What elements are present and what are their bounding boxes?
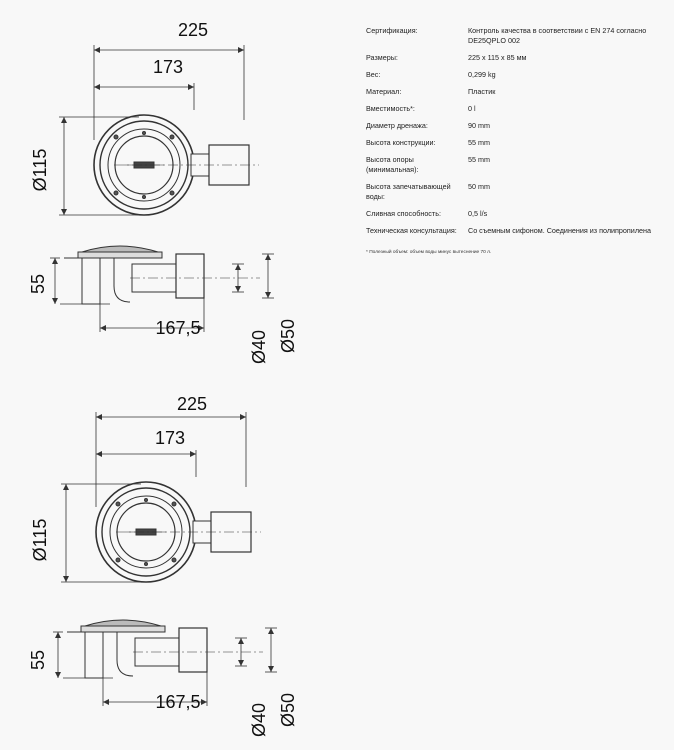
spec-label: Вместимость*: <box>366 104 415 113</box>
spec-value: Пластик <box>468 87 496 96</box>
dim-d115-label: Ø115 <box>30 518 50 562</box>
dim-55-label: 55 <box>28 649 48 671</box>
spec-label: Сертификация: <box>366 26 418 35</box>
spec-value: 55 mm <box>468 138 490 147</box>
spec-row <box>366 182 666 202</box>
spec-value: Со съемным сифоном. Соединения из полипропилена <box>468 226 651 235</box>
spec-label: Высота конструкции: <box>366 138 436 147</box>
spec-label: Размеры: <box>366 53 398 62</box>
spec-label: Сливная способность: <box>366 209 441 218</box>
spec-row <box>366 87 666 97</box>
spec-row <box>366 209 666 219</box>
dim-d115-label: Ø115 <box>30 148 50 192</box>
spec-table <box>366 26 666 258</box>
dim-225-label: 225 <box>177 20 209 40</box>
spec-row <box>366 121 666 131</box>
dim-167-label: 167,5 <box>155 318 201 338</box>
spec-value: 90 mm <box>468 121 490 130</box>
spec-label: Высота запечатывающей воды: <box>366 182 451 201</box>
spec-row <box>366 155 666 175</box>
spec-row <box>366 104 666 114</box>
dim-173-label: 173 <box>154 428 186 448</box>
spec-label: Техническая консультация: <box>366 226 457 235</box>
spec-row <box>366 70 666 80</box>
dim-d50-label: Ø50 <box>278 692 298 728</box>
spec-row <box>366 138 666 148</box>
spec-label: Вес: <box>366 70 381 79</box>
spec-row <box>366 226 666 236</box>
dim-d40-label: Ø40 <box>249 329 269 365</box>
spec-row <box>366 53 666 63</box>
spec-value: 50 mm <box>468 182 490 191</box>
spec-value: 0,5 l/s <box>468 209 488 218</box>
spec-value: Контроль качества в соответствии с EN 274 согласно DE25QPLO 002 <box>468 26 647 45</box>
spec-value: 0,299 kg <box>468 70 496 79</box>
spec-value: 0 l <box>468 104 476 113</box>
dim-225-label: 225 <box>176 394 208 414</box>
dim-d40-label: Ø40 <box>249 702 269 738</box>
dim-167-label: 167,5 <box>155 692 201 712</box>
spec-value: 225 x 115 x 85 мм <box>468 53 527 62</box>
spec-row <box>366 26 666 46</box>
dim-173-label: 173 <box>152 57 184 77</box>
footnote: * Полезный объем: объем воды минус вытеснение 70 л. <box>366 250 492 255</box>
spec-label: Диаметр дренажа: <box>366 121 428 130</box>
spec-label: Высота опоры (минимальная): <box>366 155 419 174</box>
spec-value: 55 mm <box>468 155 490 164</box>
dim-55-label: 55 <box>28 273 48 295</box>
dim-d50-label: Ø50 <box>278 318 298 354</box>
spec-label: Материал: <box>366 87 402 96</box>
